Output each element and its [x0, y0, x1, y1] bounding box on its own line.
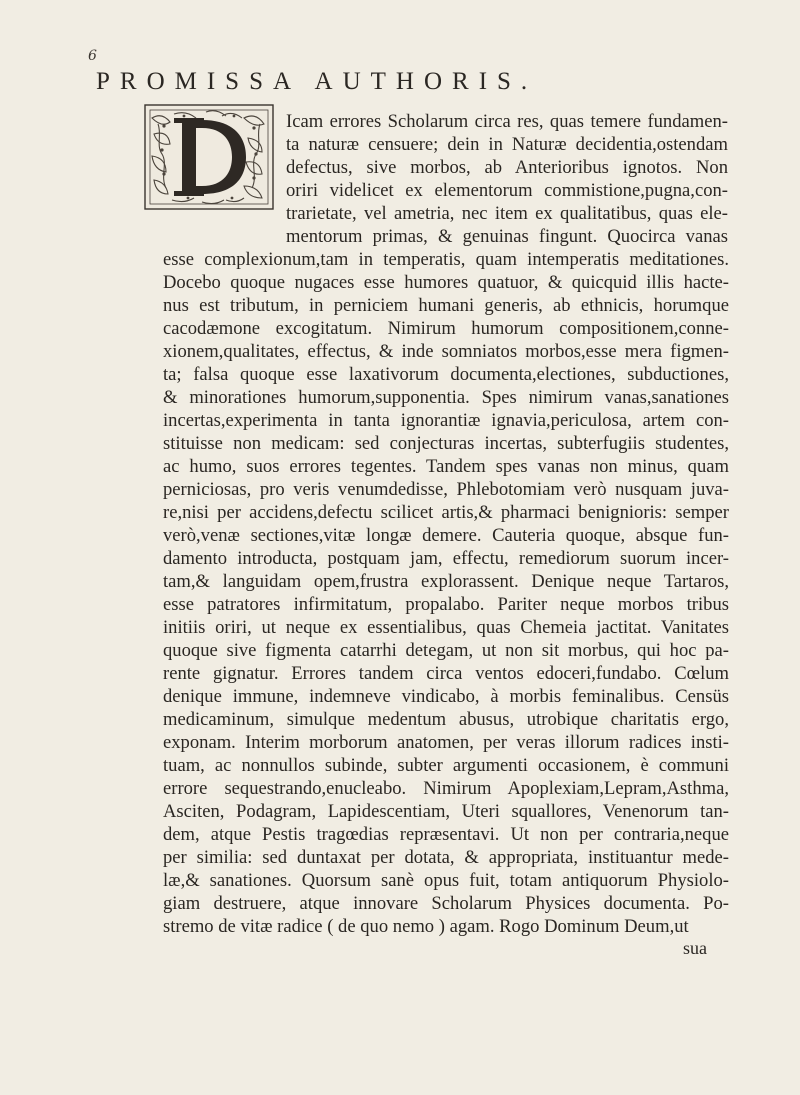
text-line: cacodæmone excogitatum. Nimirum humorum compositionem,conne-: [163, 318, 729, 339]
decorated-initial: [144, 104, 274, 210]
text-line: incertas,experimenta in tanta ignorantiæ ignavia,periculosa, artem con-: [163, 410, 729, 431]
text-line: exponam. Interim morborum anatomen, per veras illorum radices insti-: [163, 732, 729, 753]
text-line: giam destruere, atque innovare Scholarum Physices documenta. Po-: [163, 893, 729, 914]
text-line: ta; falsa quoque esse laxativorum documenta,electiones, subductiones,: [163, 364, 729, 385]
text-line: xionem,qualitates, effectus, & inde somniatos morbos,esse mera figmen-: [163, 341, 729, 362]
text-line: initiis oriri, ut neque ex essentialibus, quas Chemeia jactitat. Vanitates: [163, 617, 729, 638]
text-line: & minorationes humorum,supponentia. Spes nimirum vanas,sanationes: [163, 387, 729, 408]
text-line: trarietate, vel ametria, nec item ex qualitatibus, quas ele-: [286, 203, 728, 224]
text-line: denique immune, indemneve vindicabo, à morbis feminalibus. Censüs: [163, 686, 729, 707]
text-line: stremo de vitæ radice ( de quo nemo ) agam. Rogo Dominum Deum,ut: [163, 916, 689, 937]
text-line: læ,& sanationes. Quorsum sanè opus fuit, totam antiquorum Physiolo-: [163, 870, 729, 891]
text-line: tuam, ac nonnullos subinde, subter argumenti occasionem, è communi: [163, 755, 729, 776]
text-line: stituisse non medicam: sed conjecturas incertas, subterfugiis studentes,: [163, 433, 729, 454]
page-number: 6: [88, 48, 97, 64]
text-line: nus est tributum, in perniciem humani generis, ab ethnicis, horumque: [163, 295, 729, 316]
text-line: dem, atque Pestis tragœdias repræsentavi. Ut non per contraria,neque: [163, 824, 729, 845]
text-line: mentorum primas, & genuinas fingunt. Quocirca vanas: [286, 226, 728, 247]
catchword: sua: [683, 938, 707, 958]
text-line: Asciten, Podagram, Lapidescentiam, Uteri squallores, Venenorum tan-: [163, 801, 729, 822]
text-line: esse patratores infirmitatum, propalabo. Pariter neque morbos tribus: [163, 594, 729, 615]
text-line: quoque sive figmenta catarrhi detegam, ut non sit morbus, qui hoc pa-: [163, 640, 729, 661]
text-line: esse complexionum,tam in temperatis, quam intemperatis meditationes.: [163, 249, 729, 270]
text-line: ta naturæ censuere; dein in Naturæ decidentia,ostendam: [286, 134, 728, 155]
running-title: PROMISSA AUTHORIS.: [96, 68, 538, 95]
text-line: re,nisi per accidens,defectu scilicet artis,& pharmaci benignioris: semper: [163, 502, 729, 523]
text-line: Icam errores Scholarum circa res, quas temere fundamen-: [286, 111, 728, 132]
text-line: errore sequestrando,enucleabo. Nimirum Apoplexiam,Lepram,Asthma,: [163, 778, 729, 799]
text-line: rente gignatur. Errores tandem circa ventos edoceri,fundabo. Cœlum: [163, 663, 729, 684]
text-line: perniciosas, pro veris venumdedisse, Phlebotomiam verò nusquam juva-: [163, 479, 729, 500]
text-line: damento introducta, postquam jam, effectu, remediorum suorum incer-: [163, 548, 729, 569]
text-line: ac humo, suos errores tegentes. Tandem spes vanas non minus, quam: [163, 456, 729, 477]
text-line: verò,venæ sectiones,vitæ longæ demere. Cauteria quoque, absque fun-: [163, 525, 729, 546]
text-line: medicaminum, simulque medentum abusus, utrobique charitatis ergo,: [163, 709, 729, 730]
text-line: tam,& languidam opem,frustra explorassent. Denique neque Tartaros,: [163, 571, 729, 592]
ornamental-initial-d-icon: [144, 104, 274, 210]
text-line: Docebo quoque nugaces esse humores quatuor, & quicquid illis hacte-: [163, 272, 729, 293]
text-line: defectus, sive morbos, ab Anterioribus ignotos. Non: [286, 157, 728, 178]
text-line: oriri videlicet ex elementorum commistione,pugna,con-: [286, 180, 728, 201]
text-line: per similia: sed duntaxat per dotata, & appropriata, instituantur mede-: [163, 847, 729, 868]
